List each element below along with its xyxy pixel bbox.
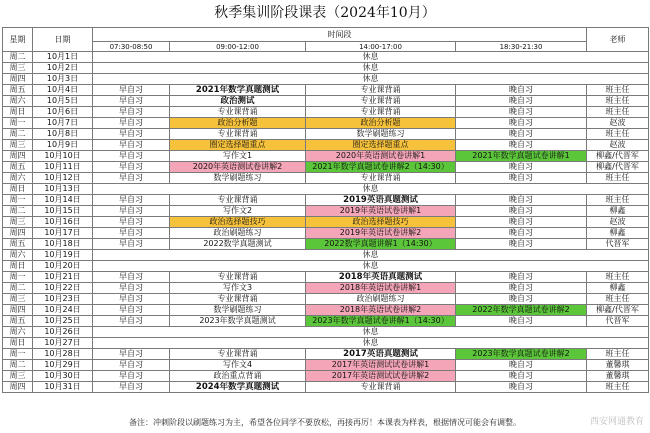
slot-pm-cell: 专业课背诵 bbox=[306, 173, 456, 184]
date-cell: 10月1日 bbox=[33, 52, 93, 63]
schedule-table bbox=[2, 27, 649, 393]
date-cell: 10月14日 bbox=[33, 195, 93, 206]
weekday-cell: 周四 bbox=[3, 305, 33, 316]
slot-pm-cell: 圈定选择题重点 bbox=[306, 140, 456, 151]
rest-day-cell: 休息 bbox=[93, 63, 649, 74]
teacher-cell: 柳鑫/代晋军 bbox=[587, 162, 649, 173]
weekday-cell: 周二 bbox=[3, 360, 33, 371]
slot-am-cell: 数学刷题练习 bbox=[170, 305, 306, 316]
slot-morning-cell: 早自习 bbox=[93, 195, 170, 206]
slot-am-cell: 2023年数学真题测试 bbox=[170, 316, 306, 327]
slot-morning-cell: 早自习 bbox=[93, 151, 170, 162]
slot-evening-cell: 晚自习 bbox=[456, 206, 587, 217]
teacher-cell: 班主任 bbox=[587, 382, 649, 393]
teacher-cell: 董馨琪 bbox=[587, 360, 649, 371]
date-cell: 10月10日 bbox=[33, 151, 93, 162]
date-cell: 10月3日 bbox=[33, 74, 93, 85]
weekday-cell: 周四 bbox=[3, 74, 33, 85]
rest-day-cell: 休息 bbox=[93, 184, 649, 195]
teacher-cell: 赵波 bbox=[587, 140, 649, 151]
weekday-cell: 周日 bbox=[3, 184, 33, 195]
slot-morning-cell: 早自习 bbox=[93, 294, 170, 305]
weekday-cell: 周六 bbox=[3, 96, 33, 107]
schedule-row bbox=[3, 371, 649, 382]
weekday-cell: 周一 bbox=[3, 118, 33, 129]
header-date: 日期 bbox=[33, 28, 93, 52]
slot-am-cell: 2020年英语测试卷讲解2 bbox=[170, 162, 306, 173]
teacher-cell: 班主任 bbox=[587, 173, 649, 184]
footnote: 备注：冲刺阶段以刷题练习为主，希望各位同学不要放松，再接再厉！本课表为样表，根据情况可能会有调整。 bbox=[129, 418, 521, 427]
teacher-cell: 赵波 bbox=[587, 118, 649, 129]
slot-am-cell: 数学刷题练习 bbox=[170, 173, 306, 184]
slot-morning-cell: 早自习 bbox=[93, 239, 170, 250]
schedule-row bbox=[3, 382, 649, 393]
date-cell: 10月5日 bbox=[33, 96, 93, 107]
slot-am-cell: 专业课背诵 bbox=[170, 107, 306, 118]
weekday-cell: 周一 bbox=[3, 349, 33, 360]
teacher-cell: 柳鑫 bbox=[587, 283, 649, 294]
slot-pm-cell: 2019年英语试卷讲解2 bbox=[306, 228, 456, 239]
date-cell: 10月30日 bbox=[33, 371, 93, 382]
slot-pm-cell: 2017年英语测试试卷讲解2 bbox=[306, 371, 456, 382]
slot-morning-cell: 早自习 bbox=[93, 382, 170, 393]
slot-am-cell: 专业课背诵 bbox=[170, 129, 306, 140]
schedule-row bbox=[3, 85, 649, 96]
header-slot-morning: 07:30-08:50 bbox=[93, 42, 170, 52]
slot-am-cell: 写作文2 bbox=[170, 206, 306, 217]
slot-evening-cell: 晚自习 bbox=[456, 162, 587, 173]
slot-evening-cell: 2022年数学真题试卷讲解2 bbox=[456, 305, 587, 316]
weekday-cell: 周二 bbox=[3, 129, 33, 140]
schedule-row bbox=[3, 349, 649, 360]
schedule-row bbox=[3, 305, 649, 316]
page-title: 秋季集训阶段课表（2024年10月） bbox=[214, 5, 436, 21]
slot-morning-cell: 早自习 bbox=[93, 140, 170, 151]
header-period: 时间段 bbox=[93, 28, 587, 42]
watermark: 西安网通教育 bbox=[589, 417, 644, 427]
slot-evening-cell: 晚自习 bbox=[456, 173, 587, 184]
slot-am-cell: 写作文1 bbox=[170, 151, 306, 162]
slot-morning-cell: 早自习 bbox=[93, 118, 170, 129]
date-cell: 10月24日 bbox=[33, 305, 93, 316]
slot-evening-cell: 晚自习 bbox=[456, 217, 587, 228]
slot-evening-cell: 晚自习 bbox=[456, 382, 587, 393]
date-cell: 10月2日 bbox=[33, 63, 93, 74]
slot-morning-cell: 早自习 bbox=[93, 85, 170, 96]
slot-pm-cell: 专业课背诵 bbox=[306, 96, 456, 107]
weekday-cell: 周日 bbox=[3, 107, 33, 118]
schedule-row bbox=[3, 327, 649, 338]
weekday-cell: 周一 bbox=[3, 272, 33, 283]
weekday-cell: 周日 bbox=[3, 338, 33, 349]
slot-morning-cell: 早自习 bbox=[93, 228, 170, 239]
slot-evening-cell: 2023年数学真题试卷讲解2 bbox=[456, 349, 587, 360]
schedule-row bbox=[3, 63, 649, 74]
slot-morning-cell: 早自习 bbox=[93, 349, 170, 360]
slot-evening-cell: 晚自习 bbox=[456, 371, 587, 382]
slot-pm-cell: 2022数学真题讲解1（14:30） bbox=[306, 239, 456, 250]
slot-evening-cell: 晚自习 bbox=[456, 140, 587, 151]
header-slot-am: 09:00-12:00 bbox=[170, 42, 306, 52]
schedule-row bbox=[3, 162, 649, 173]
rest-day-cell: 休息 bbox=[93, 261, 649, 272]
slot-am-cell: 政治重点背诵 bbox=[170, 371, 306, 382]
slot-morning-cell: 早自习 bbox=[93, 162, 170, 173]
slot-evening-cell: 晚自习 bbox=[456, 294, 587, 305]
schedule-row bbox=[3, 118, 649, 129]
slot-evening-cell: 晚自习 bbox=[456, 96, 587, 107]
date-cell: 10月9日 bbox=[33, 140, 93, 151]
teacher-cell: 代晋军 bbox=[587, 239, 649, 250]
slot-evening-cell: 晚自习 bbox=[456, 85, 587, 96]
weekday-cell: 周六 bbox=[3, 250, 33, 261]
weekday-cell: 周五 bbox=[3, 162, 33, 173]
schedule-row bbox=[3, 184, 649, 195]
schedule-row bbox=[3, 294, 649, 305]
date-cell: 10月16日 bbox=[33, 217, 93, 228]
weekday-cell: 周三 bbox=[3, 217, 33, 228]
slot-am-cell: 专业课背诵 bbox=[170, 272, 306, 283]
schedule-row bbox=[3, 195, 649, 206]
slot-morning-cell: 早自习 bbox=[93, 173, 170, 184]
teacher-cell: 班主任 bbox=[587, 107, 649, 118]
slot-pm-cell: 2018年英语真题测试 bbox=[306, 272, 456, 283]
slot-am-cell: 写作文3 bbox=[170, 283, 306, 294]
schedule-row bbox=[3, 151, 649, 162]
date-cell: 10月6日 bbox=[33, 107, 93, 118]
teacher-cell: 班主任 bbox=[587, 96, 649, 107]
teacher-cell: 代晋军 bbox=[587, 316, 649, 327]
weekday-cell: 周六 bbox=[3, 327, 33, 338]
schedule-row bbox=[3, 96, 649, 107]
teacher-cell: 柳鑫 bbox=[587, 228, 649, 239]
date-cell: 10月21日 bbox=[33, 272, 93, 283]
weekday-cell: 周二 bbox=[3, 283, 33, 294]
slot-morning-cell: 早自习 bbox=[93, 272, 170, 283]
slot-pm-cell: 2018年英语试卷讲解1 bbox=[306, 283, 456, 294]
header-weekday: 星期 bbox=[3, 28, 33, 52]
slot-evening-cell: 晚自习 bbox=[456, 195, 587, 206]
teacher-cell: 柳鑫/代晋军 bbox=[587, 305, 649, 316]
slot-evening-cell: 晚自习 bbox=[456, 228, 587, 239]
schedule-row bbox=[3, 140, 649, 151]
schedule-row bbox=[3, 360, 649, 371]
date-cell: 10月22日 bbox=[33, 283, 93, 294]
weekday-cell: 周四 bbox=[3, 228, 33, 239]
teacher-cell: 赵波 bbox=[587, 217, 649, 228]
weekday-cell: 周五 bbox=[3, 85, 33, 96]
slot-morning-cell: 早自习 bbox=[93, 316, 170, 327]
teacher-cell: 柳鑫/代晋军 bbox=[587, 151, 649, 162]
slot-morning-cell: 早自习 bbox=[93, 217, 170, 228]
weekday-cell: 周三 bbox=[3, 63, 33, 74]
date-cell: 10月29日 bbox=[33, 360, 93, 371]
slot-am-cell: 政治分析题 bbox=[170, 118, 306, 129]
weekday-cell: 周二 bbox=[3, 52, 33, 63]
schedule-row bbox=[3, 272, 649, 283]
slot-evening-cell: 晚自习 bbox=[456, 272, 587, 283]
weekday-cell: 周六 bbox=[3, 173, 33, 184]
schedule-row bbox=[3, 107, 649, 118]
rest-day-cell: 休息 bbox=[93, 338, 649, 349]
slot-am-cell: 专业课背诵 bbox=[170, 349, 306, 360]
date-cell: 10月23日 bbox=[33, 294, 93, 305]
slot-pm-cell: 政治分析题 bbox=[306, 118, 456, 129]
slot-pm-cell: 政治选择题技巧 bbox=[306, 217, 456, 228]
date-cell: 10月8日 bbox=[33, 129, 93, 140]
schedule-row bbox=[3, 338, 649, 349]
teacher-cell: 班主任 bbox=[587, 129, 649, 140]
slot-evening-cell: 晚自习 bbox=[456, 118, 587, 129]
weekday-cell: 周三 bbox=[3, 294, 33, 305]
weekday-cell: 周三 bbox=[3, 371, 33, 382]
teacher-cell: 董馨琪 bbox=[587, 371, 649, 382]
slot-am-cell: 写作文4 bbox=[170, 360, 306, 371]
header-row bbox=[3, 28, 649, 42]
slot-pm-cell: 政治刷题练习 bbox=[306, 294, 456, 305]
slot-morning-cell: 早自习 bbox=[93, 283, 170, 294]
slot-evening-cell: 晚自习 bbox=[456, 283, 587, 294]
teacher-cell: 班主任 bbox=[587, 294, 649, 305]
slot-am-cell: 专业课背诵 bbox=[170, 294, 306, 305]
slot-evening-cell: 晚自习 bbox=[456, 129, 587, 140]
slot-morning-cell: 早自习 bbox=[93, 305, 170, 316]
teacher-cell: 班主任 bbox=[587, 85, 649, 96]
slot-am-cell: 政治测试 bbox=[170, 96, 306, 107]
slot-am-cell: 政治刷题练习 bbox=[170, 228, 306, 239]
date-cell: 10月12日 bbox=[33, 173, 93, 184]
header-slot-row bbox=[3, 42, 649, 52]
teacher-cell: 班主任 bbox=[587, 195, 649, 206]
schedule-row bbox=[3, 74, 649, 85]
slot-pm-cell: 专业课背诵 bbox=[306, 382, 456, 393]
weekday-cell: 周四 bbox=[3, 151, 33, 162]
date-cell: 10月27日 bbox=[33, 338, 93, 349]
schedule-row bbox=[3, 173, 649, 184]
teacher-cell: 柳鑫 bbox=[587, 206, 649, 217]
schedule-row bbox=[3, 316, 649, 327]
slot-am-cell: 2022数学真题测试 bbox=[170, 239, 306, 250]
slot-morning-cell: 早自习 bbox=[93, 96, 170, 107]
rest-day-cell: 休息 bbox=[93, 52, 649, 63]
slot-morning-cell: 早自习 bbox=[93, 129, 170, 140]
schedule-row bbox=[3, 228, 649, 239]
slot-am-cell: 2021年数学真题测试 bbox=[170, 85, 306, 96]
weekday-cell: 周四 bbox=[3, 382, 33, 393]
slot-pm-cell: 2021年数学真题试卷讲解2（14:30） bbox=[306, 162, 456, 173]
slot-morning-cell: 早自习 bbox=[93, 206, 170, 217]
slot-am-cell: 圈定选择题重点 bbox=[170, 140, 306, 151]
slot-am-cell: 2024年数学真题测试 bbox=[170, 382, 306, 393]
rest-day-cell: 休息 bbox=[93, 327, 649, 338]
date-cell: 10月25日 bbox=[33, 316, 93, 327]
header-teacher: 老师 bbox=[587, 28, 649, 52]
schedule-row bbox=[3, 52, 649, 63]
slot-evening-cell: 2021年数学真题试卷讲解1 bbox=[456, 151, 587, 162]
weekday-cell: 周日 bbox=[3, 261, 33, 272]
rest-day-cell: 休息 bbox=[93, 74, 649, 85]
weekday-cell: 周二 bbox=[3, 206, 33, 217]
schedule-row bbox=[3, 217, 649, 228]
date-cell: 10月28日 bbox=[33, 349, 93, 360]
weekday-cell: 周一 bbox=[3, 195, 33, 206]
date-cell: 10月11日 bbox=[33, 162, 93, 173]
schedule-row bbox=[3, 250, 649, 261]
date-cell: 10月4日 bbox=[33, 85, 93, 96]
slot-pm-cell: 专业课背诵 bbox=[306, 107, 456, 118]
slot-pm-cell: 2019年英语试卷讲解1 bbox=[306, 206, 456, 217]
schedule-row bbox=[3, 129, 649, 140]
slot-am-cell: 政治选择题技巧 bbox=[170, 217, 306, 228]
slot-evening-cell: 晚自习 bbox=[456, 316, 587, 327]
rest-day-cell: 休息 bbox=[93, 250, 649, 261]
schedule-row bbox=[3, 261, 649, 272]
slot-pm-cell: 2023年数学真题试卷讲解1（14:30） bbox=[306, 316, 456, 327]
slot-morning-cell: 早自习 bbox=[93, 360, 170, 371]
slot-pm-cell: 专业课背诵 bbox=[306, 85, 456, 96]
date-cell: 10月26日 bbox=[33, 327, 93, 338]
slot-evening-cell: 晚自习 bbox=[456, 107, 587, 118]
slot-pm-cell: 2018年英语试卷讲解2 bbox=[306, 305, 456, 316]
schedule-row bbox=[3, 283, 649, 294]
schedule-row bbox=[3, 239, 649, 250]
schedule-body bbox=[3, 28, 649, 393]
slot-pm-cell: 2017年英语测试试卷讲解1 bbox=[306, 360, 456, 371]
header-slot-pm: 14:00-17:00 bbox=[306, 42, 456, 52]
date-cell: 10月17日 bbox=[33, 228, 93, 239]
date-cell: 10月20日 bbox=[33, 261, 93, 272]
date-cell: 10月31日 bbox=[33, 382, 93, 393]
weekday-cell: 周五 bbox=[3, 239, 33, 250]
date-cell: 10月7日 bbox=[33, 118, 93, 129]
weekday-cell: 周五 bbox=[3, 316, 33, 327]
slot-pm-cell: 2017英语真题测试 bbox=[306, 349, 456, 360]
slot-morning-cell: 早自习 bbox=[93, 107, 170, 118]
date-cell: 10月19日 bbox=[33, 250, 93, 261]
slot-morning-cell: 早自习 bbox=[93, 371, 170, 382]
schedule-row bbox=[3, 206, 649, 217]
slot-evening-cell: 晚自习 bbox=[456, 239, 587, 250]
slot-evening-cell: 晚自习 bbox=[456, 360, 587, 371]
date-cell: 10月13日 bbox=[33, 184, 93, 195]
weekday-cell: 周三 bbox=[3, 140, 33, 151]
date-cell: 10月15日 bbox=[33, 206, 93, 217]
teacher-cell: 班主任 bbox=[587, 349, 649, 360]
slot-pm-cell: 数学刷题练习 bbox=[306, 129, 456, 140]
header-slot-evening: 18:30-21:30 bbox=[456, 42, 587, 52]
date-cell: 10月18日 bbox=[33, 239, 93, 250]
teacher-cell: 班主任 bbox=[587, 272, 649, 283]
slot-am-cell: 专业课背诵 bbox=[170, 195, 306, 206]
slot-pm-cell: 2020年英语测试卷讲解1 bbox=[306, 151, 456, 162]
slot-pm-cell: 2019英语真题测试 bbox=[306, 195, 456, 206]
